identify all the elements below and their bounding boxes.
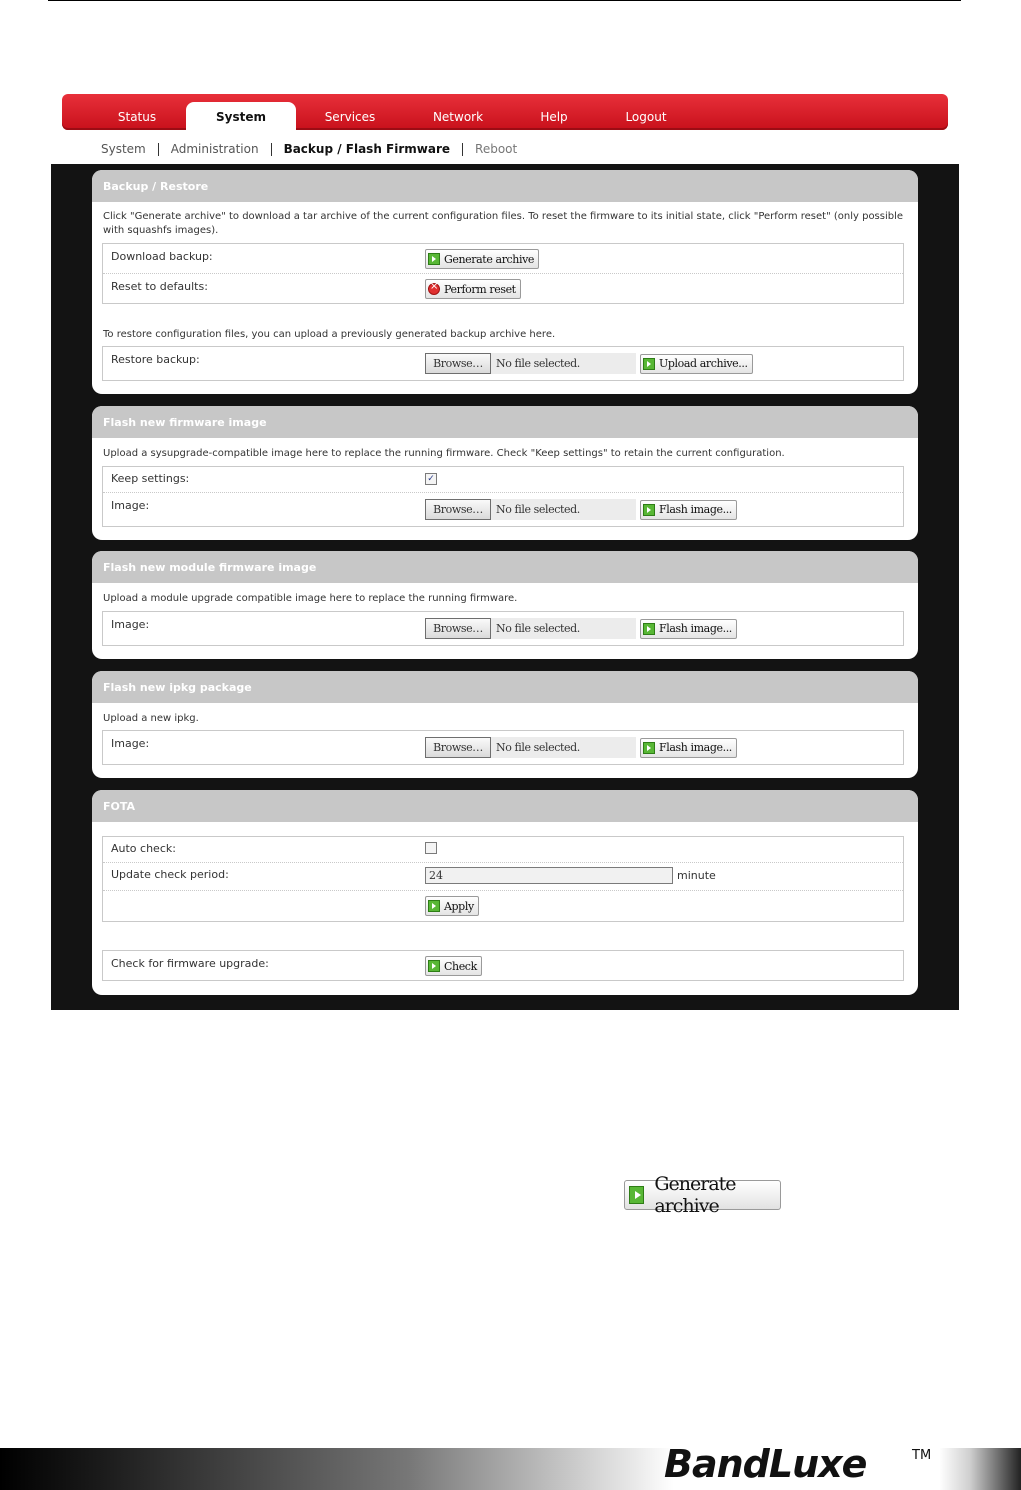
panel-description: Upload a module upgrade compatible image here to replace the running firmware. xyxy=(103,593,518,604)
unit-label: minute xyxy=(677,869,716,882)
flash-firmware-panel xyxy=(92,406,918,540)
reset-icon xyxy=(428,283,440,295)
subnav-system[interactable]: System xyxy=(101,142,146,156)
bandluxe-logo: BandLuxe xyxy=(664,1442,867,1486)
tab-system[interactable]: System xyxy=(186,102,296,132)
file-name-display: No file selected. xyxy=(491,353,636,374)
field-label: Download backup: xyxy=(111,250,213,263)
button-label: Check xyxy=(444,959,477,973)
field-label: Update check period: xyxy=(111,868,229,881)
update-period-row xyxy=(103,862,903,890)
keep-settings-checkbox[interactable]: ✓ xyxy=(425,473,437,485)
image-row xyxy=(103,612,903,645)
play-icon xyxy=(643,623,655,635)
button-label: Flash image... xyxy=(659,741,732,754)
file-name-display: No file selected. xyxy=(491,618,636,639)
main-nav xyxy=(62,94,948,130)
image-row xyxy=(103,492,903,526)
button-label: Apply xyxy=(444,899,474,913)
reset-defaults-row xyxy=(103,273,903,303)
page-top-rule xyxy=(48,0,961,1)
panel-description: Click "Generate archive" to download a tar archive of the current configuration files. To reset the firmware to its initial state, click "Perform reset" (only possible with squashfs images). xyxy=(103,211,904,236)
panel-title: Flash new firmware image xyxy=(92,406,918,438)
check-upgrade-row xyxy=(103,951,903,980)
fota-form-box xyxy=(102,836,904,922)
field-label: Check for firmware upgrade: xyxy=(111,957,269,970)
flash-module-image-button[interactable] xyxy=(640,619,737,639)
field-label: Image: xyxy=(111,737,150,750)
generate-archive-button[interactable] xyxy=(425,249,539,269)
apply-row xyxy=(103,890,903,921)
image-row xyxy=(103,731,903,764)
browse-button[interactable]: Browse… xyxy=(425,499,491,520)
ipkg-form-box xyxy=(102,730,904,765)
field-label: Image: xyxy=(111,499,150,512)
restore-form-box xyxy=(102,346,904,381)
file-name-display: No file selected. xyxy=(491,499,636,520)
update-period-input[interactable]: 24 xyxy=(425,867,673,884)
play-icon xyxy=(428,960,440,972)
backup-restore-panel xyxy=(92,170,918,394)
flash-image-button[interactable] xyxy=(640,500,737,520)
trademark-symbol: TM xyxy=(912,1448,932,1463)
play-icon xyxy=(643,358,655,370)
panel-title: Backup / Restore xyxy=(92,170,918,202)
field-label: Restore backup: xyxy=(111,353,200,366)
button-label: Generate archive xyxy=(444,252,535,266)
play-icon xyxy=(428,253,440,265)
tab-help[interactable]: Help xyxy=(540,110,568,124)
button-label: Flash image... xyxy=(659,622,732,635)
check-upgrade-box xyxy=(102,950,904,981)
backup-form-box xyxy=(102,243,904,304)
footer-gradient-bar xyxy=(0,1448,1021,1490)
download-backup-row xyxy=(103,244,903,273)
tab-status[interactable]: Status xyxy=(117,110,157,124)
play-icon xyxy=(629,1186,644,1204)
tab-network[interactable]: Network xyxy=(432,110,484,124)
module-form-box xyxy=(102,611,904,646)
panel-description: Upload a sysupgrade-compatible image here to replace the running firmware. Check "Keep settings" to retain the current configuration. xyxy=(103,448,785,459)
button-label: Generate archive xyxy=(654,1173,736,1217)
field-label: Image: xyxy=(111,618,150,631)
field-label: Auto check: xyxy=(111,842,176,855)
field-label: Keep settings: xyxy=(111,472,190,485)
play-icon xyxy=(428,900,440,912)
button-label: Perform reset xyxy=(444,282,516,296)
tab-services[interactable]: Services xyxy=(324,110,376,124)
play-icon xyxy=(643,742,655,754)
panel-title: FOTA xyxy=(92,790,918,822)
flash-form-box xyxy=(102,466,904,527)
browse-button[interactable]: Browse… xyxy=(425,618,491,639)
button-label: Upload archive... xyxy=(659,357,748,370)
restore-backup-row xyxy=(103,347,903,380)
browse-button[interactable]: Browse… xyxy=(425,353,491,374)
button-label: Flash image... xyxy=(659,503,732,516)
flash-ipkg-panel xyxy=(92,671,918,778)
generate-archive-callout-button[interactable] xyxy=(624,1173,781,1217)
field-label: Reset to defaults: xyxy=(111,280,208,293)
apply-button[interactable] xyxy=(425,896,479,916)
panel-description: Upload a new ipkg. xyxy=(103,713,199,724)
check-button[interactable] xyxy=(425,956,482,976)
browse-button[interactable]: Browse… xyxy=(425,737,491,758)
auto-check-checkbox[interactable] xyxy=(425,842,437,854)
router-ui-screenshot xyxy=(51,90,959,1010)
auto-check-row xyxy=(103,837,903,862)
subnav-backup-flash[interactable]: Backup / Flash Firmware xyxy=(271,143,462,156)
header-area xyxy=(51,90,959,164)
upload-archive-button[interactable] xyxy=(640,354,753,374)
perform-reset-button[interactable] xyxy=(425,279,521,299)
restore-description: To restore configuration files, you can upload a previously generated backup archive here. xyxy=(103,329,556,340)
subnav-reboot[interactable]: Reboot xyxy=(462,143,529,156)
play-icon xyxy=(643,504,655,516)
flash-ipkg-button[interactable] xyxy=(640,738,737,758)
file-name-display: No file selected. xyxy=(491,737,636,758)
subnav-administration[interactable]: Administration xyxy=(158,143,271,156)
fota-panel xyxy=(92,790,918,995)
flash-module-panel xyxy=(92,551,918,659)
tab-logout[interactable]: Logout xyxy=(625,110,667,124)
keep-settings-row xyxy=(103,467,903,492)
sub-nav xyxy=(101,142,529,156)
panel-title: Flash new ipkg package xyxy=(92,671,918,703)
panel-title: Flash new module firmware image xyxy=(92,551,918,583)
